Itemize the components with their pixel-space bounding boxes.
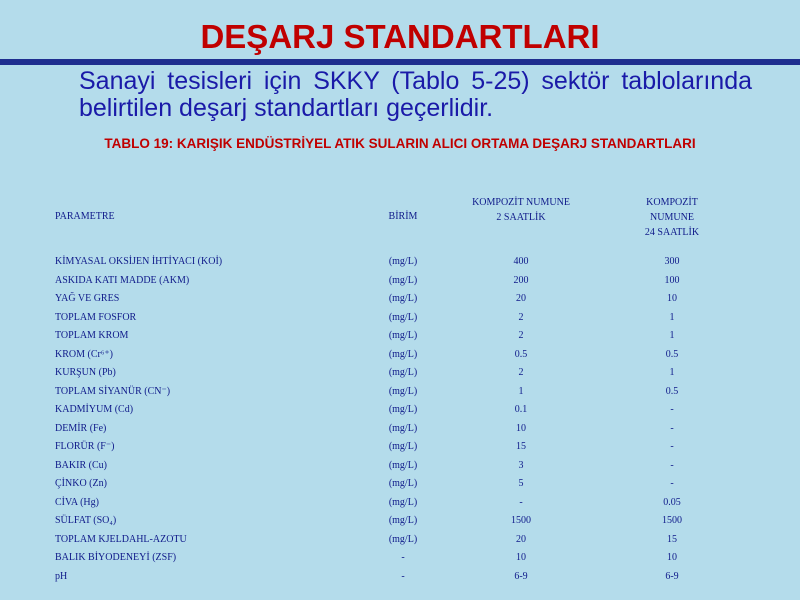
cell-composite-2h: 2 bbox=[518, 330, 524, 341]
cell-unit: (mg/L) bbox=[388, 404, 418, 415]
header-composite-24h-line2: NUMUNE bbox=[650, 212, 694, 223]
cell-parameter: DEMİR (Fe) bbox=[55, 422, 107, 434]
cell-composite-2h: 15 bbox=[516, 441, 526, 452]
cell-unit: (mg/L) bbox=[388, 385, 418, 397]
cell-composite-2h: 5 bbox=[518, 478, 524, 489]
cell-parameter: TOPLAM FOSFOR bbox=[55, 311, 137, 323]
cell-parameter: KADMİYUM (Cd) bbox=[55, 404, 134, 415]
cell-unit: (mg/L) bbox=[388, 441, 418, 452]
cell-parameter: KİMYASAL OKSİJEN İHTİYACI (KOİ) bbox=[55, 256, 223, 267]
cell-composite-24h: 1 bbox=[669, 330, 675, 341]
cell-unit: (mg/L) bbox=[388, 515, 418, 526]
cell-composite-24h: 6-9 bbox=[665, 570, 679, 582]
cell-composite-2h: 1500 bbox=[511, 515, 531, 526]
title-divider bbox=[0, 59, 800, 65]
cell-composite-24h: 100 bbox=[664, 274, 680, 286]
intro-paragraph: Sanayi tesisleri için SKKY (Tablo 5-25) sektör tablolarında belirtilen deşarj standartları geçerlidir. bbox=[79, 67, 752, 122]
cell-composite-24h: 0.05 bbox=[663, 496, 681, 508]
cell-parameter: SÜLFAT (SO₄) bbox=[55, 515, 117, 526]
cell-composite-24h: - bbox=[670, 459, 674, 471]
header-composite-24h bbox=[596, 195, 748, 240]
cell-unit: (mg/L) bbox=[388, 459, 418, 471]
cell-composite-24h: - bbox=[670, 441, 674, 452]
cell-composite-24h: 1 bbox=[669, 367, 675, 378]
cell-composite-24h: - bbox=[670, 478, 674, 489]
header-composite-2h bbox=[446, 195, 596, 225]
cell-composite-2h: 6-9 bbox=[514, 570, 528, 582]
cell-parameter: ASKIDA KATI MADDE (AKM) bbox=[55, 274, 190, 286]
table-caption: TABLO 19: KARIŞIK ENDÜSTRİYEL ATIK SULARIN ALICI ORTAMA DEŞARJ STANDARTLARI bbox=[104, 136, 696, 151]
cell-composite-2h: 10 bbox=[516, 552, 526, 563]
cell-parameter: TOPLAM SİYANÜR (CN⁻) bbox=[55, 385, 171, 397]
cell-parameter: FLORÜR (F⁻) bbox=[55, 441, 115, 452]
cell-composite-24h: 1500 bbox=[662, 515, 682, 526]
cell-composite-2h: 2 bbox=[518, 367, 524, 378]
cell-unit: (mg/L) bbox=[388, 348, 418, 360]
cell-composite-2h: 10 bbox=[516, 422, 526, 434]
cell-composite-24h: 0.5 bbox=[665, 348, 679, 360]
cell-unit: (mg/L) bbox=[388, 256, 418, 267]
cell-composite-2h: 400 bbox=[513, 256, 529, 267]
cell-composite-24h: 300 bbox=[664, 256, 680, 267]
cell-composite-24h: - bbox=[670, 404, 674, 415]
cell-composite-2h: 2 bbox=[518, 311, 524, 323]
cell-composite-2h: 0.5 bbox=[514, 348, 528, 360]
cell-composite-24h: - bbox=[670, 422, 674, 434]
cell-parameter: TOPLAM KJELDAHL-AZOTU bbox=[55, 533, 187, 545]
cell-parameter: KROM (Cr⁶⁺) bbox=[55, 348, 113, 360]
cell-parameter: TOPLAM KROM bbox=[55, 330, 129, 341]
header-parameter: PARAMETRE bbox=[55, 211, 115, 222]
cell-parameter: ÇİNKO (Zn) bbox=[55, 478, 107, 489]
cell-parameter: CİVA (Hg) bbox=[55, 496, 99, 508]
slide-title: DEŞARJ STANDARTLARI bbox=[200, 18, 600, 55]
cell-composite-24h: 10 bbox=[667, 293, 677, 304]
cell-unit: (mg/L) bbox=[388, 330, 418, 341]
cell-composite-24h: 1 bbox=[669, 311, 675, 323]
cell-parameter: KURŞUN (Pb) bbox=[55, 367, 116, 378]
cell-unit: (mg/L) bbox=[388, 533, 418, 545]
cell-composite-2h: 20 bbox=[516, 533, 526, 545]
cell-composite-24h: 15 bbox=[667, 533, 677, 545]
cell-unit: (mg/L) bbox=[388, 496, 418, 508]
cell-parameter: YAĞ VE GRES bbox=[55, 293, 120, 304]
cell-unit: (mg/L) bbox=[388, 478, 418, 489]
header-composite-2h-line1: KOMPOZİT NUMUNE bbox=[472, 197, 570, 208]
header-unit: BİRİM bbox=[388, 211, 418, 222]
cell-composite-2h: 0.1 bbox=[514, 404, 528, 415]
cell-composite-2h: - bbox=[519, 496, 523, 508]
cell-composite-24h: 0.5 bbox=[665, 385, 679, 397]
cell-composite-24h: 10 bbox=[667, 552, 677, 563]
header-composite-24h-line3: 24 SAATLİK bbox=[644, 227, 700, 238]
cell-composite-2h: 200 bbox=[513, 274, 529, 286]
cell-unit: (mg/L) bbox=[388, 422, 418, 434]
cell-unit: - bbox=[401, 552, 405, 563]
cell-unit: - bbox=[401, 570, 405, 582]
header-composite-24h-line1: KOMPOZİT bbox=[646, 197, 698, 208]
cell-composite-2h: 3 bbox=[518, 459, 524, 471]
cell-composite-2h: 20 bbox=[516, 293, 526, 304]
header-composite-2h-line2: 2 SAATLİK bbox=[496, 212, 546, 223]
cell-parameter: BAKIR (Cu) bbox=[55, 459, 107, 471]
cell-parameter: BALIK BİYODENEYİ (ZSF) bbox=[55, 552, 177, 563]
cell-composite-2h: 1 bbox=[518, 385, 524, 397]
cell-unit: (mg/L) bbox=[388, 293, 418, 304]
cell-parameter: pH bbox=[55, 570, 68, 582]
cell-unit: (mg/L) bbox=[388, 274, 418, 286]
cell-unit: (mg/L) bbox=[388, 311, 418, 323]
cell-unit: (mg/L) bbox=[388, 367, 418, 378]
